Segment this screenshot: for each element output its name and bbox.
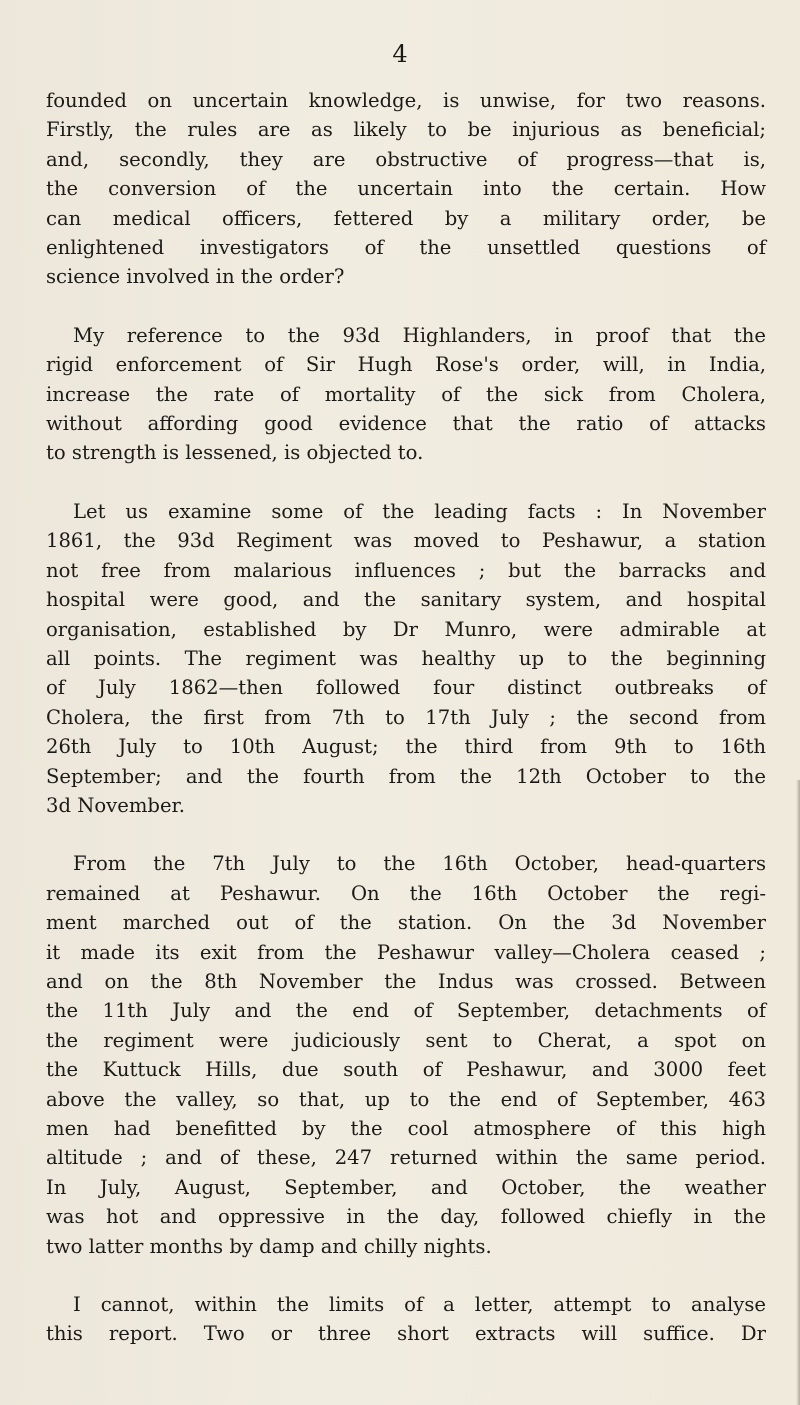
text-line: two latter months by damp and chilly nights. [46,1234,492,1258]
text-line: of July 1862—then followed four distinct outbreaks of [46,676,766,700]
paragraph [46,321,766,468]
text-line: the Kuttuck Hills, due south of Peshawur, and 3000 feet [46,1058,766,1082]
text-line: 3d November. [46,793,186,817]
text-line: not free from malarious influences ; but the barracks and [46,558,766,582]
text-line: men had benefitted by the cool atmosphere of this high [46,1117,766,1140]
text-line: 26th July to 10th August; the third from 9th to 16th [46,735,766,759]
text-line: founded on uncertain knowledge, is unwise, for two reasons. [46,89,766,112]
text-line: I cannot, within the limits of a letter, attempt to analyse [73,1293,766,1317]
text-line: to strength is lessened, is objected to. [46,441,424,465]
text-line: altitude ; and of these, 247 returned within the same period. [46,1146,766,1170]
text-line: My reference to the 93d Highlanders, in proof that the [73,323,766,347]
text-line: the conversion of the uncertain into the certain. How [46,177,766,201]
text-line: Cholera, the first from 7th to 17th July ; the second from [46,705,766,729]
paragraph [46,1290,766,1349]
text-line: it made its exit from the Peshawur valley—Cholera ceased ; [46,940,766,964]
text-line: the regiment were judiciously sent to Cherat, a spot on [46,1028,766,1052]
page-number: 4 [392,40,408,68]
text-line: Firstly, the rules are as likely to be injurious as beneficial; [46,118,766,142]
text-line: increase the rate of mortality of the sick from Cholera, [46,382,766,406]
text-line: above the valley, so that, up to the end of September, 463 [46,1087,766,1111]
text-line: 1861, the 93d Regiment was moved to Peshawur, a station [46,529,766,553]
text-line: September; and the fourth from the 12th October to the [46,764,766,788]
text-line: and, secondly, they are obstructive of progress—that is, [46,147,766,171]
text-line: was hot and oppressive in the day, followed chiefly in the [46,1205,766,1229]
text-line: remained at Peshawur. On the 16th October the regi- [46,881,766,905]
page-edge-shadow [796,780,800,1405]
text-line: enlightened investigators of the unsettled questions of [46,236,766,260]
text-line: rigid enforcement of Sir Hugh Rose's order, will, in India, [46,353,766,377]
text-line: all points. The regiment was healthy up to the beginning [46,646,766,670]
paragraph [46,497,766,820]
text-line: science involved in the order? [46,265,345,289]
text-line: In July, August, September, and October, the weather [46,1175,766,1199]
text-line: organisation, established by Dr Munro, were admirable at [46,617,766,641]
text-line: without affording good evidence that the ratio of attacks [46,412,766,436]
text-line: the 11th July and the end of September, detachments of [46,999,766,1023]
text-line: hospital were good, and the sanitary system, and hospital [46,588,766,612]
text-line: Let us examine some of the leading facts : In November [73,499,766,523]
text-line: From the 7th July to the 16th October, head-quarters [73,852,766,876]
text-line: and on the 8th November the Indus was crossed. Between [46,969,766,993]
text-line: can medical officers, fettered by a military order, be [46,206,766,230]
text-line: this report. Two or three short extracts will suffice. Dr [46,1322,766,1346]
body-text [46,86,766,1349]
paragraph [46,849,766,1261]
text-line: ment marched out of the station. On the 3d November [46,911,766,935]
paragraph [46,86,766,292]
